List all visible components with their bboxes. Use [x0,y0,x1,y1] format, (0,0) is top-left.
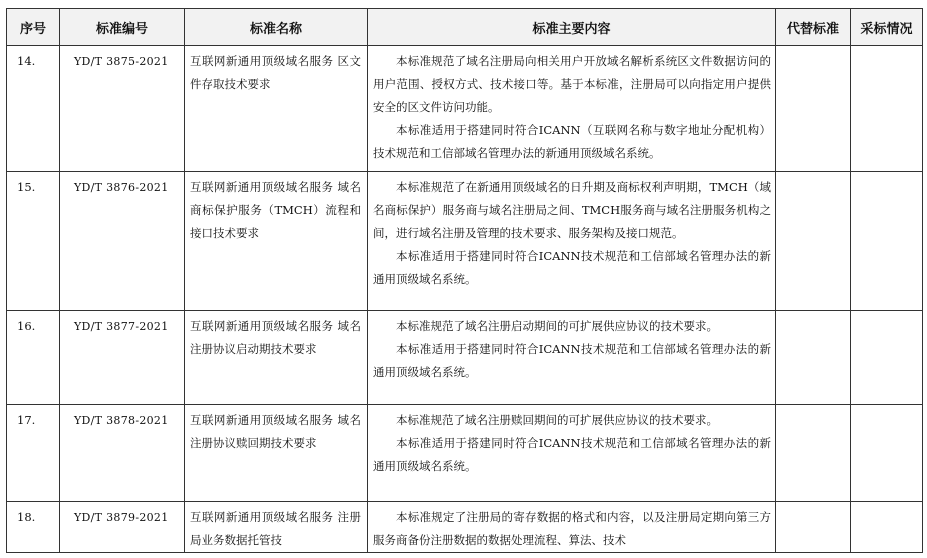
standard-content [368,311,776,405]
row-number: 17. [7,405,60,502]
content-paragraph: 本标准适用于搭建同时符合ICANN技术规范和工信部域名管理办法的新通用顶级域名系统。 [373,342,771,379]
table-row [7,311,923,405]
standard-code: YD/T 3877-2021 [60,311,185,405]
row-number: 15. [7,172,60,311]
adoption-cell [851,172,923,311]
header-content: 标准主要内容 [368,9,776,46]
standard-content [368,172,776,311]
content-paragraph: 本标准适用于搭建同时符合ICANN技术规范和工信部域名管理办法的新通用顶级域名系统。 [373,436,771,473]
standard-name: 互联网新通用顶级域名服务 注册局业务数据托管技 [185,502,368,553]
header-number: 序号 [7,9,60,46]
row-number: 14. [7,46,60,172]
header-replaces: 代替标准 [776,9,851,46]
replaces-cell [776,46,851,172]
standard-name: 互联网新通用顶级域名服务 域名注册协议启动期技术要求 [185,311,368,405]
standards-table [6,8,923,553]
content-paragraph: 本标准适用于搭建同时符合ICANN（互联网名称与数字地址分配机构）技术规范和工信部域名管理办法的新通用顶级域名系统。 [373,123,771,160]
standard-content [368,405,776,502]
row-number: 16. [7,311,60,405]
header-adoption: 采标情况 [851,9,923,46]
adoption-cell [851,405,923,502]
replaces-cell [776,502,851,553]
header-name: 标准名称 [185,9,368,46]
standard-code: YD/T 3878-2021 [60,405,185,502]
content-paragraph: 本标准规范了域名注册启动期间的可扩展供应协议的技术要求。 [396,319,718,333]
standard-code: YD/T 3879-2021 [60,502,185,553]
table-row [7,405,923,502]
content-paragraph: 本标准规范了域名注册赎回期间的可扩展供应协议的技术要求。 [396,413,718,427]
standard-content [368,502,776,553]
content-paragraph: 本标准规范了在新通用顶级域名的日升期及商标权利声明期，TMCH（域名商标保护）服务商与域名注册局之间、TMCH服务商与域名注册服务机构之间，进行域名注册及管理的技术要求、服务架构及接口规范。 [373,180,771,240]
table-row [7,172,923,311]
table-row [7,502,923,553]
replaces-cell [776,405,851,502]
table-row [7,46,923,172]
adoption-cell [851,311,923,405]
table-header-row [7,9,923,46]
standard-code: YD/T 3875-2021 [60,46,185,172]
header-code: 标准编号 [60,9,185,46]
adoption-cell [851,46,923,172]
standard-code: YD/T 3876-2021 [60,172,185,311]
content-paragraph: 本标准规范了域名注册局向相关用户开放域名解析系统区文件数据访问的用户范围、授权方式、技术接口等。基于本标准，注册局可以向指定用户提供安全的区文件访问功能。 [373,54,771,114]
replaces-cell [776,311,851,405]
standard-name: 互联网新通用顶级域名服务 域名商标保护服务（TMCH）流程和接口技术要求 [185,172,368,311]
content-paragraph: 本标准适用于搭建同时符合ICANN技术规范和工信部域名管理办法的新通用顶级域名系统。 [373,249,771,286]
content-paragraph: 本标准规定了注册局的寄存数据的格式和内容，以及注册局定期向第三方服务商备份注册数据的数据处理流程、算法、技术 [373,510,771,547]
standard-name: 互联网新通用顶级域名服务 区文件存取技术要求 [185,46,368,172]
adoption-cell [851,502,923,553]
replaces-cell [776,172,851,311]
row-number: 18. [7,502,60,553]
standard-content [368,46,776,172]
standard-name: 互联网新通用顶级域名服务 域名注册协议赎回期技术要求 [185,405,368,502]
